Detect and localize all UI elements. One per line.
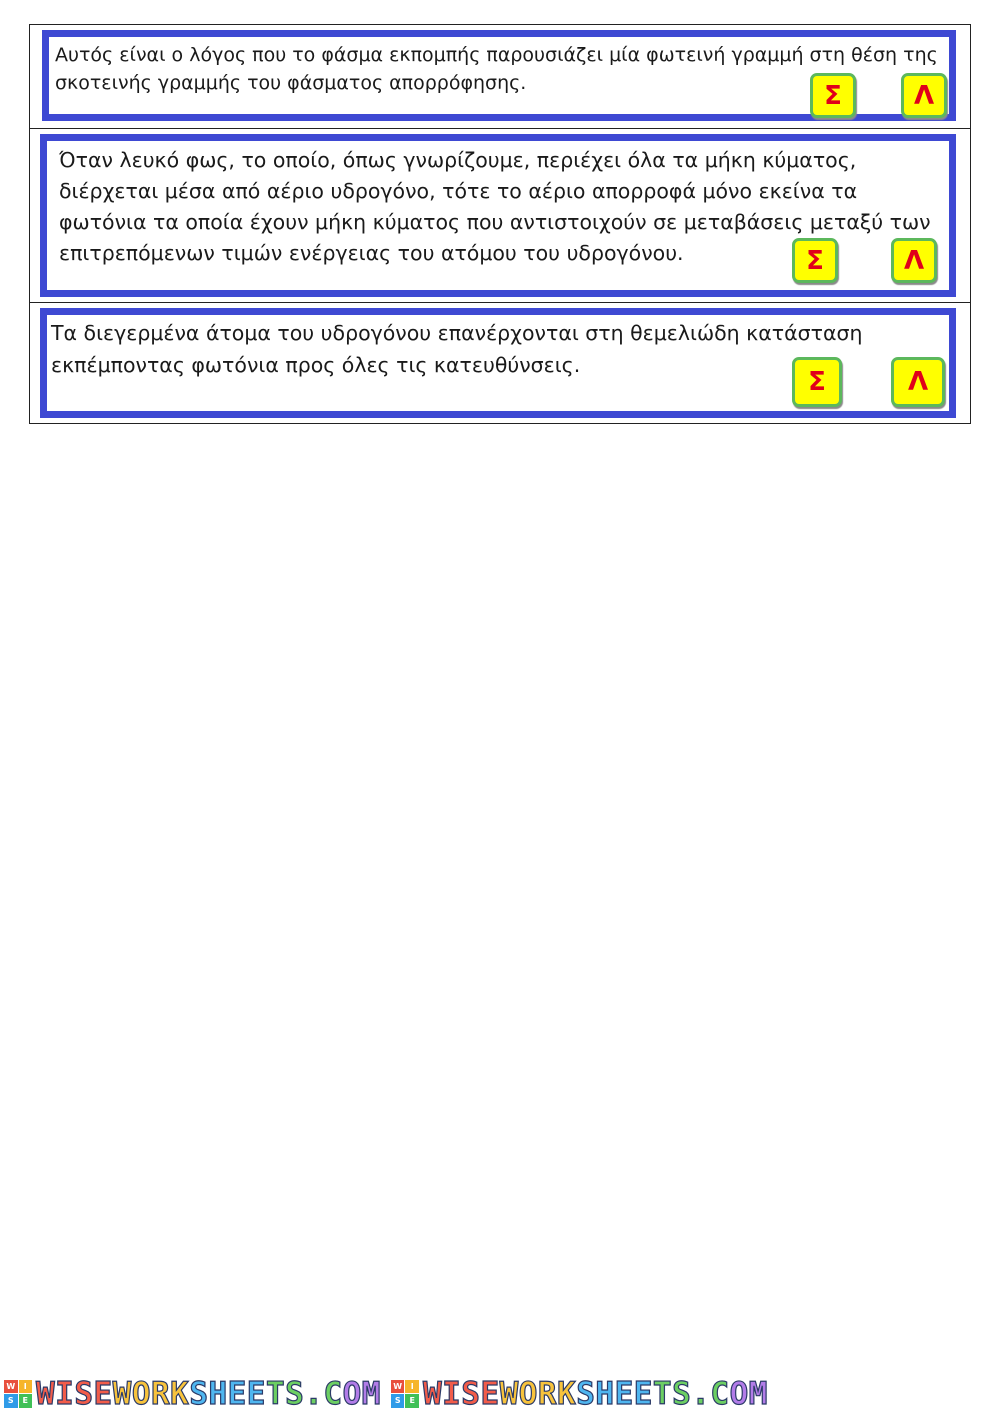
wise-logo-icon: W I S E bbox=[4, 1380, 32, 1408]
statement-text: Όταν λευκό φως, το οποίο, όπως γνωρίζουμε, περιέχει όλα τα μήκη κύματος, διέρχεται μέσα από αέριο υδρογόνο, τότε το αέριο απορροφά μόνο εκείνα τα φωτόνια τα οποία έχουν μήκη κύματος που αντιστοιχούν σε μεταβάσεις μεταξύ των επιτρεπόμενων τιμών ενέργειας του ατόμου του υδρογόνου. bbox=[59, 148, 931, 265]
statement-card bbox=[40, 134, 956, 297]
false-button[interactable]: Λ bbox=[891, 357, 945, 407]
brand-watermark bbox=[4, 1376, 381, 1412]
true-button[interactable]: Σ bbox=[810, 73, 856, 118]
true-button[interactable]: Σ bbox=[792, 238, 838, 283]
wise-logo-icon: W I S E bbox=[391, 1380, 419, 1408]
true-button[interactable]: Σ bbox=[792, 357, 842, 407]
statement-card bbox=[40, 308, 956, 418]
statement-row bbox=[30, 129, 970, 303]
footer-watermark bbox=[0, 1374, 1000, 1413]
statement-row bbox=[30, 25, 970, 129]
statement-row bbox=[30, 303, 970, 423]
false-button[interactable]: Λ bbox=[891, 238, 937, 283]
false-button[interactable]: Λ bbox=[901, 73, 947, 118]
brand-name: WISEWORKSHEETS.COM bbox=[422, 1375, 768, 1412]
statements-table bbox=[29, 24, 971, 424]
statement-text: Αυτός είναι ο λόγος που το φάσμα εκπομπής παρουσιάζει μία φωτεινή γραμμή στη θέση της σκοτεινής γραμμής του φάσματος απορρόφησης. bbox=[55, 44, 938, 94]
statement-card bbox=[42, 30, 956, 121]
statement-text: Τα διεγερμένα άτομα του υδρογόνου επανέρχονται στη θεμελιώδη κατάσταση εκπέμποντας φωτόνια προς όλες τις κατευθύνσεις. bbox=[51, 321, 863, 377]
brand-watermark bbox=[391, 1376, 768, 1412]
brand-name: WISEWORKSHEETS.COM bbox=[36, 1375, 381, 1412]
